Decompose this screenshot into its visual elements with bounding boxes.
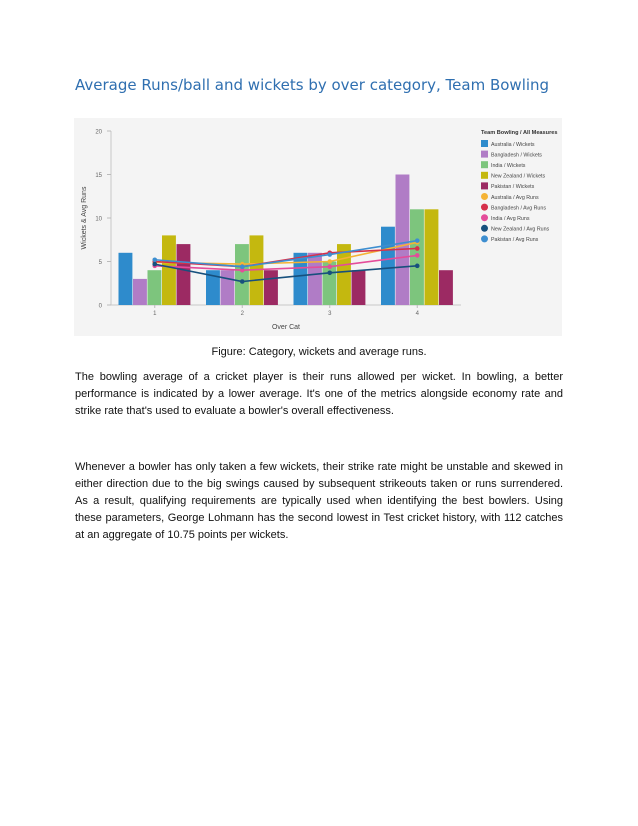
legend-label: Pakistan / Avg Runs [491, 237, 539, 244]
legend-swatch [481, 225, 488, 232]
point-pakistan-avg-runs-2 [240, 264, 245, 269]
legend-swatch [481, 172, 488, 179]
legend-swatch [481, 235, 488, 242]
x-tick-label: 2 [240, 311, 244, 317]
legend-swatch [481, 214, 488, 221]
point-india-avg-runs-4 [415, 253, 420, 258]
legend-swatch [481, 193, 488, 200]
point-bangladesh-avg-runs-4 [415, 246, 420, 251]
bar-new-zealand-wickets-4 [425, 209, 439, 305]
legend-swatch [481, 140, 488, 147]
legend-swatch [481, 204, 488, 211]
point-new-zealand-avg-runs-1 [152, 262, 157, 267]
legend-title: Team Bowling / All Measures [481, 130, 558, 136]
figure-caption: Figure: Category, wickets and average runs. [211, 346, 427, 358]
x-tick-label: 3 [328, 311, 332, 317]
point-new-zealand-avg-runs-3 [327, 271, 332, 276]
bar-new-zealand-wickets-1 [162, 235, 176, 305]
legend-label: New Zealand / Avg Runs [491, 226, 550, 233]
legend-swatch [481, 151, 488, 158]
point-pakistan-avg-runs-3 [327, 252, 332, 257]
y-tick-label: 0 [98, 303, 102, 310]
legend-label: Australia / Wickets [491, 141, 535, 148]
bar-pakistan-wickets-1 [177, 244, 191, 305]
legend-swatch [481, 161, 488, 168]
y-tick-label: 10 [95, 216, 102, 223]
legend-label: India / Wickets [491, 163, 526, 169]
x-axis-title: Over Cat [271, 324, 301, 331]
bar-pakistan-wickets-3 [352, 270, 366, 305]
bar-line-chart [74, 118, 562, 336]
bar-india-wickets-2 [235, 244, 249, 305]
bar-bangladesh-wickets-3 [308, 253, 322, 305]
legend-label: Australia / Avg Runs [491, 194, 539, 201]
paragraph-bowling-average: The bowling average of a cricket player is their runs allowed per wicket. In bowling, a better performance is indicated by a lower average. It's one of the metrics alongside economy rate and strike rate that's used to evaluate a bowler's overall effectiveness. [75, 371, 563, 417]
bar-australia-wickets-1 [119, 253, 133, 305]
y-tick-label: 5 [98, 260, 102, 266]
x-tick-label: 1 [153, 311, 157, 317]
point-pakistan-avg-runs-4 [415, 238, 420, 243]
page-heading: Average Runs/ball and wickets by over category, Team Bowling [75, 76, 550, 94]
bar-bangladesh-wickets-1 [133, 279, 147, 305]
legend-label: Pakistan / Wickets [491, 184, 535, 191]
point-new-zealand-avg-runs-4 [415, 264, 420, 269]
paragraph-strike-rate: Whenever a bowler has only taken a few wickets, their strike rate might be unstable and skewed in either direction due to the big swings caused by subsequent strikeouts taken or runs surrendered. As a result, qualifying requirements are typically used when identifying the best bowlers. Using these parameters, George Lohmann has the second lowest in Test cricket history, with 112 catches at an aggregate of 10.75 points per wickets. [75, 461, 563, 541]
legend-label: Bangladesh / Wickets [491, 152, 542, 159]
point-india-avg-runs-3 [327, 264, 332, 269]
bar-australia-wickets-4 [381, 227, 395, 305]
y-tick-label: 15 [95, 173, 102, 179]
line-new-zealand-avg-runs [155, 264, 418, 281]
point-new-zealand-avg-runs-2 [240, 279, 245, 284]
bar-bangladesh-wickets-4 [396, 175, 410, 306]
point-pakistan-avg-runs-1 [152, 257, 157, 262]
bar-pakistan-wickets-4 [439, 270, 453, 305]
legend-label: India / Avg Runs [491, 216, 530, 222]
line-bangladesh-avg-runs [155, 248, 418, 266]
legend-label: Bangladesh / Avg Runs [491, 205, 546, 212]
bar-bangladesh-wickets-2 [221, 270, 235, 305]
chart-panel [74, 118, 562, 336]
x-tick-label: 4 [415, 311, 419, 317]
legend-label: New Zealand / Wickets [491, 173, 546, 180]
bar-pakistan-wickets-2 [264, 270, 278, 305]
y-tick-label: 20 [95, 129, 102, 136]
bar-india-wickets-1 [148, 270, 162, 305]
bar-australia-wickets-3 [294, 253, 308, 305]
y-axis-title: Wickets & Avg Runs [81, 186, 88, 250]
point-australia-avg-runs-3 [327, 259, 332, 264]
legend-swatch [481, 182, 488, 189]
